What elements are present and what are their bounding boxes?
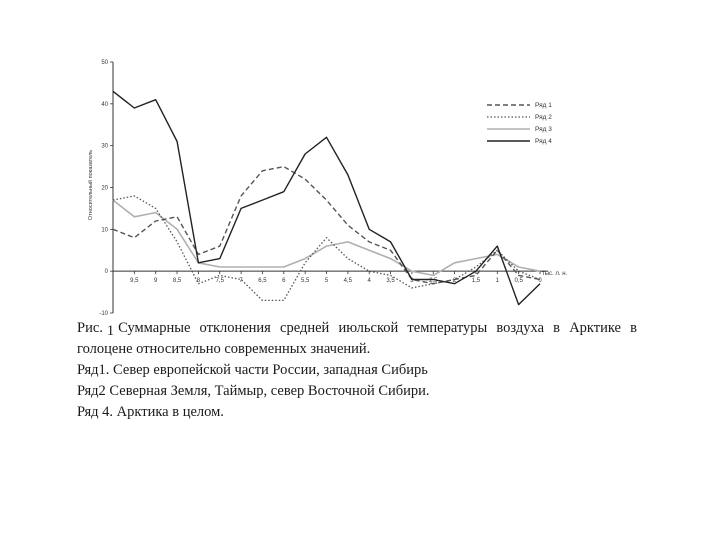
y-tick-label: -10 xyxy=(99,311,108,317)
x-tick-label: 3 xyxy=(410,278,414,285)
legend-label-4: Ряд 4 xyxy=(535,138,552,145)
y-tick-label: 30 xyxy=(101,143,108,150)
caption-main xyxy=(77,318,637,360)
caption-prefix: Рис. xyxy=(77,320,103,336)
x-axis-ticks xyxy=(130,271,542,284)
caption-line-3: Ряд 4. Арктика в целом. xyxy=(77,404,224,420)
x-tick-label: 3,5 xyxy=(386,278,395,285)
figure-caption xyxy=(77,318,637,423)
y-tick-label: 20 xyxy=(101,185,108,192)
chart-legend xyxy=(487,102,552,145)
legend-label-1: Ряд 1 xyxy=(535,102,552,109)
figure-number: 1 xyxy=(106,323,115,339)
x-tick-label: 5 xyxy=(324,278,329,285)
x-tick-label: 1,5 xyxy=(471,278,481,285)
x-tick-label: 0 xyxy=(538,278,542,285)
series-line-1 xyxy=(113,167,540,284)
y-axis-label: Относительный показатель xyxy=(88,149,94,221)
caption-text: Суммарные отклонения средней июльской температуры воздуха в Арктике в голоцене относительно современных значений. xyxy=(77,320,637,357)
x-tick-label: 7,5 xyxy=(215,278,224,285)
y-axis-ticks xyxy=(99,60,113,317)
x-tick-label: 9 xyxy=(154,278,158,285)
x-tick-label: 4,5 xyxy=(343,278,353,285)
caption-line-2: Ряд2 Северная Земля, Таймыр, север Восточной Сибири. xyxy=(77,383,430,399)
x-tick-label: 1 xyxy=(495,278,499,285)
y-tick-label: 0 xyxy=(104,269,108,276)
y-tick-label: 40 xyxy=(101,101,108,108)
x-tick-label: 2,5 xyxy=(429,278,438,285)
y-tick-label: 10 xyxy=(101,227,108,234)
x-tick-label: 6,5 xyxy=(258,278,267,285)
caption-line-1: Ряд1. Север европейской части России, западная Сибирь xyxy=(77,362,428,378)
x-tick-label: 4 xyxy=(367,278,371,285)
x-tick-label: 6 xyxy=(282,278,286,285)
x-tick-label: 7 xyxy=(239,278,243,285)
x-tick-label: 0,5 xyxy=(514,278,523,285)
y-tick-label: 50 xyxy=(101,60,108,66)
x-axis-unit-label: тыс. л. н. xyxy=(542,271,568,277)
x-tick-label: 8,5 xyxy=(172,278,182,285)
legend-label-3: Ряд 3 xyxy=(535,126,552,133)
legend-label-2: Ряд 2 xyxy=(535,114,552,121)
x-tick-label: 9,5 xyxy=(130,278,139,285)
x-tick-label: 5,5 xyxy=(300,278,310,285)
x-tick-label: 2 xyxy=(452,278,457,285)
series-line-2 xyxy=(113,196,540,301)
x-tick-label: 8 xyxy=(196,278,201,285)
chart-axes xyxy=(113,62,548,313)
